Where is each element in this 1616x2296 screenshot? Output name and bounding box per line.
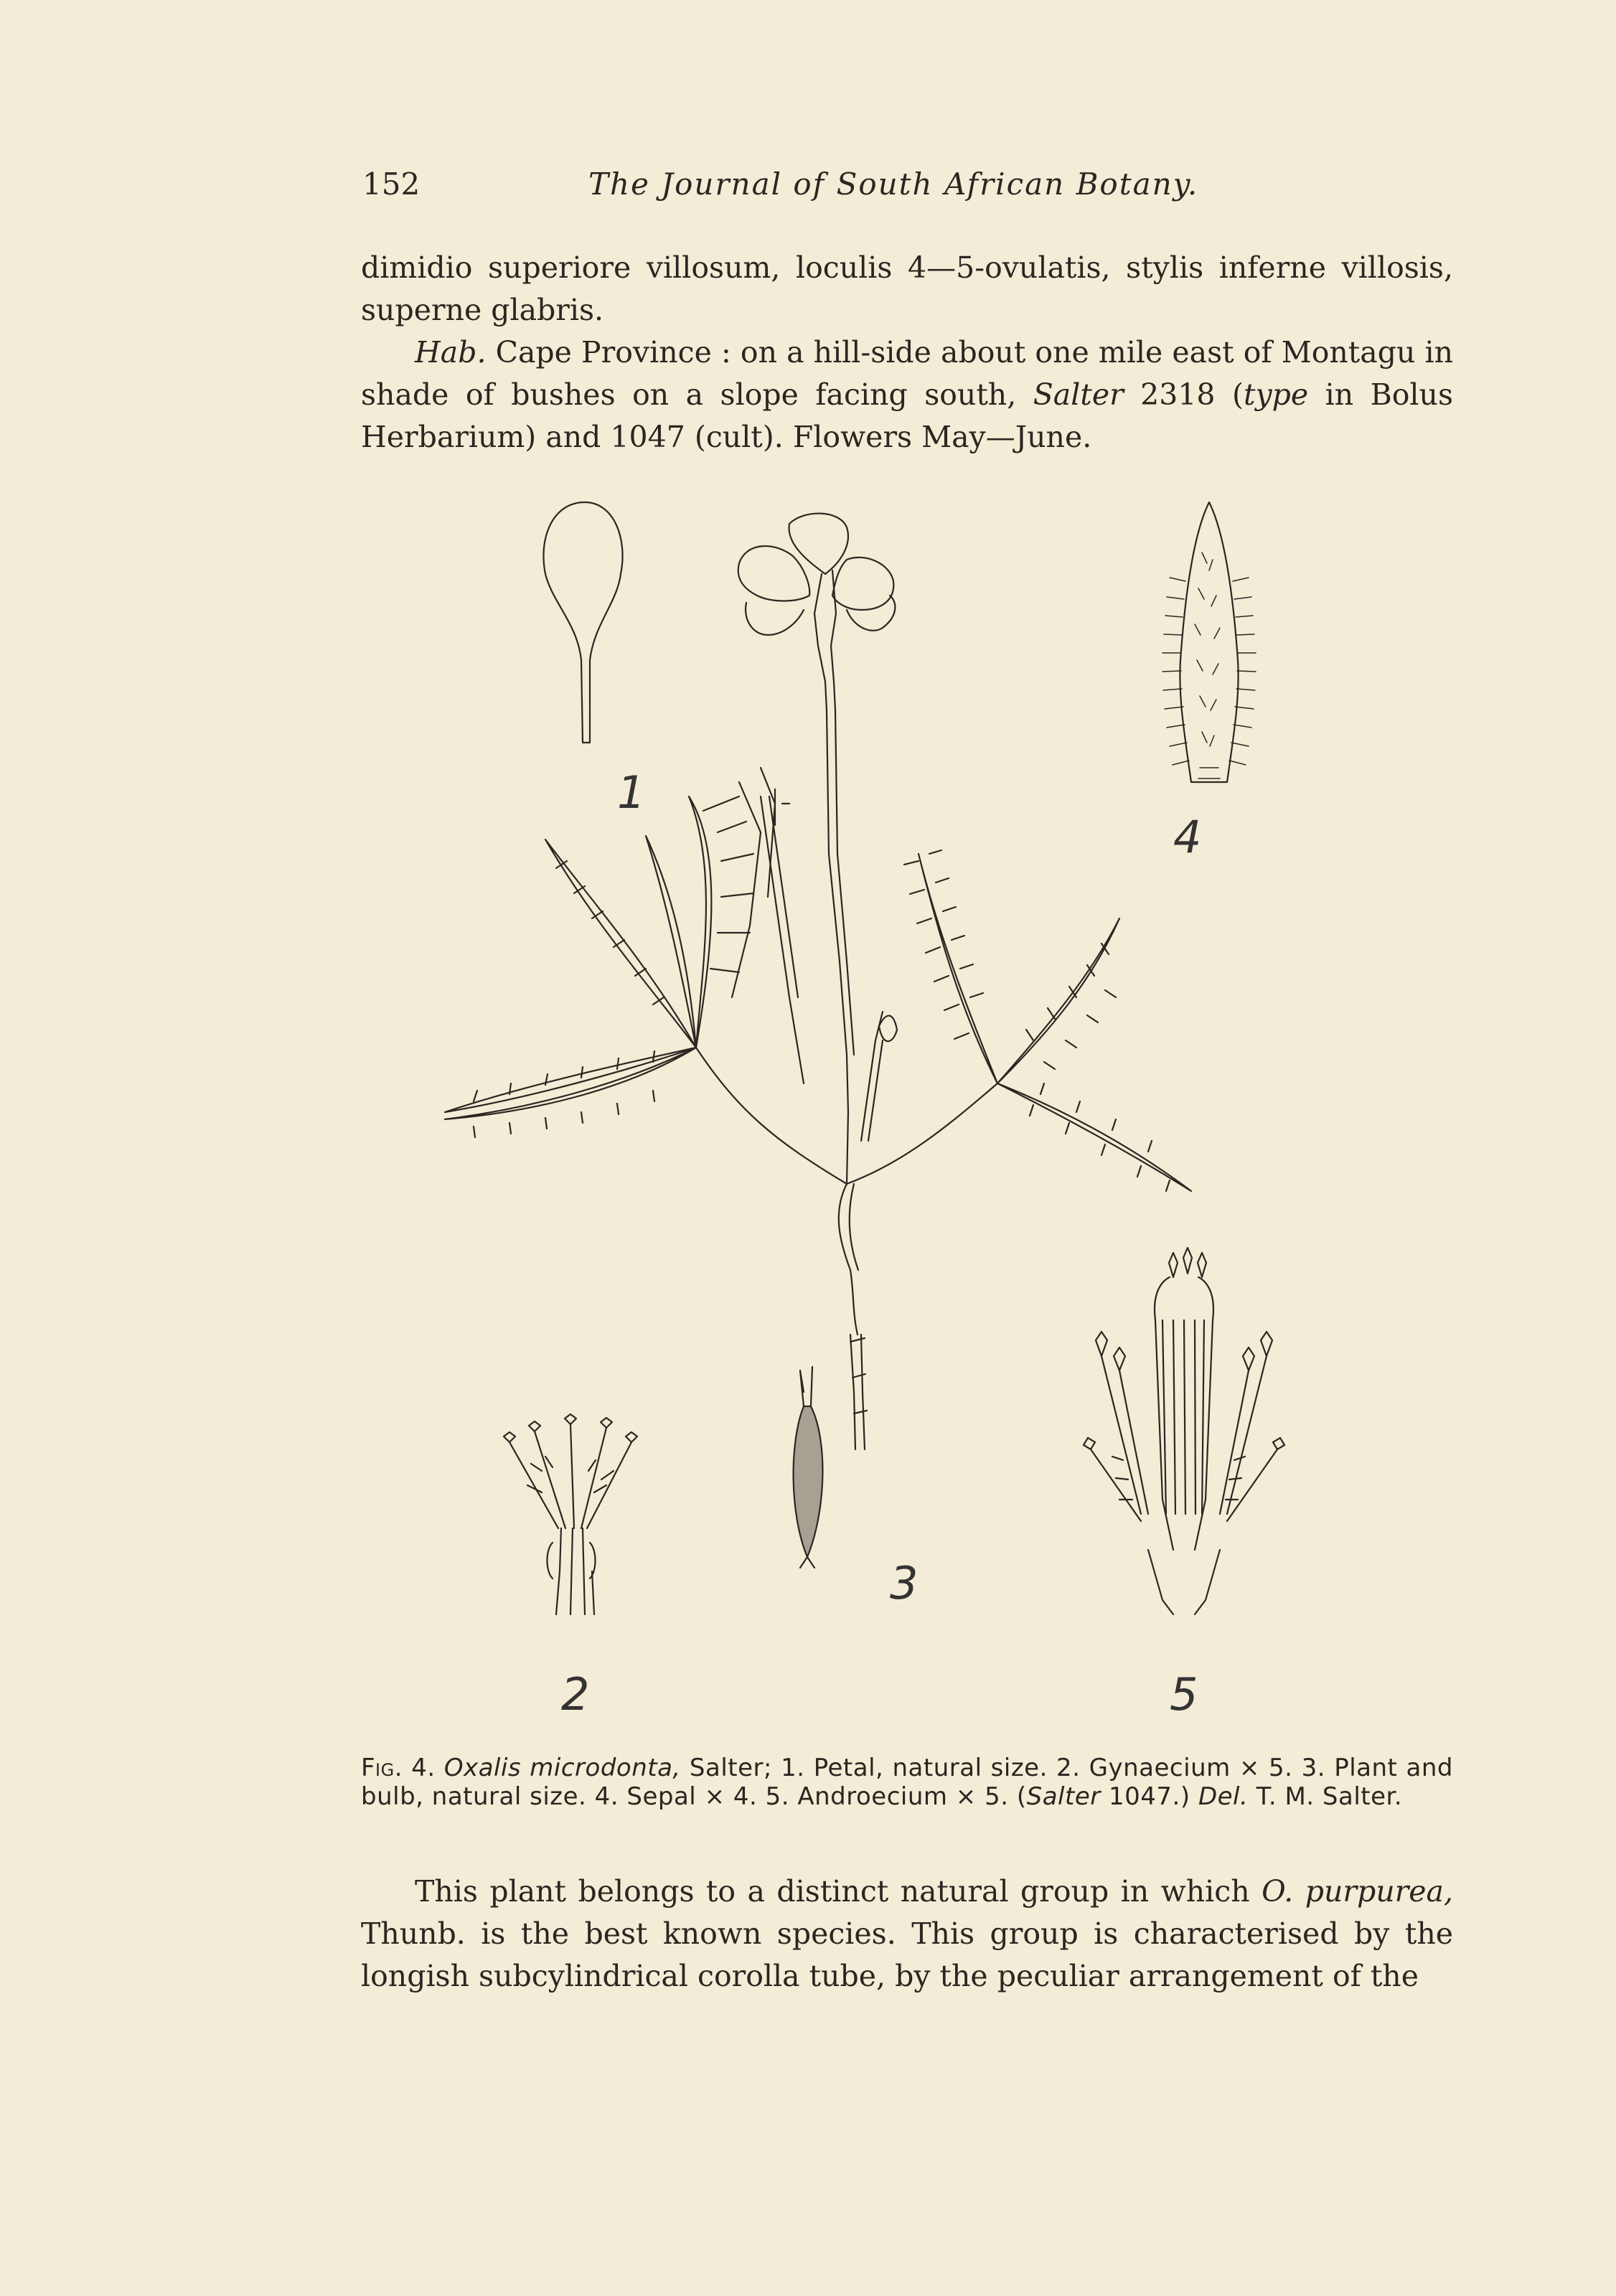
running-title: The Journal of South African Botany. xyxy=(588,166,1199,202)
gynaecium-drawing xyxy=(504,1414,637,1614)
paragraph-group-description xyxy=(361,1871,1453,1998)
figure-label-4: 4 xyxy=(1173,811,1202,863)
bulb-drawing xyxy=(794,1367,823,1568)
illustration-svg xyxy=(402,495,1421,1729)
caption-species: Oxalis microdonta, xyxy=(443,1754,681,1782)
paragraph-latin-description xyxy=(361,247,1453,458)
habitat-text-c: in Bolus Herbarium) and 1047 (cult). Flowers May—June. xyxy=(361,377,1453,454)
caption-del: Del. xyxy=(1198,1782,1249,1811)
para3-text-a: This plant belongs to a distinct natural group in which xyxy=(415,1874,1262,1909)
caption-text-a: Salter; 1. Petal, natural size. 2. Gynaecium × 5. 3. Plant and bulb, natural size. 4. Sepal × 4. 5. Androecium × 5. ( xyxy=(361,1754,1454,1811)
habitat-text-b: 2318 ( xyxy=(1123,377,1244,412)
latin-line-2: superne glabris. xyxy=(361,293,604,327)
habitat-text-a: Cape Province : on a hill-side about one mile east of Montagu in shade of bushes on a slope facing south, xyxy=(361,335,1453,412)
botanical-illustration-plate xyxy=(402,495,1421,1729)
hab-label: Hab. xyxy=(415,335,487,370)
fig-label: Fig. 4. xyxy=(361,1754,436,1782)
collector-name: Salter xyxy=(1033,377,1124,412)
running-header xyxy=(362,166,1453,210)
caption-text-b: 1047.) xyxy=(1100,1782,1198,1811)
latin-line-1: dimidio superiore villosum, loculis 4—5-ovulatis, stylis inferne villosis, xyxy=(361,250,1453,285)
sepal-drawing xyxy=(1162,502,1256,782)
habitat-paragraph xyxy=(361,331,1453,458)
caption-collector: Salter xyxy=(1026,1782,1101,1811)
figure-caption xyxy=(361,1754,1453,1811)
figure-label-5: 5 xyxy=(1170,1668,1198,1721)
para3-text-b: Thunb. is the best known species. This group is characterised by the longish subcylindrical corolla tube, by the peculiar arrangement of the xyxy=(361,1916,1453,1993)
figure-label-3: 3 xyxy=(890,1557,919,1609)
androecium-drawing xyxy=(1084,1248,1284,1614)
figure-label-1: 1 xyxy=(617,766,646,819)
figure-label-2: 2 xyxy=(561,1668,590,1721)
page-number: 152 xyxy=(362,166,421,202)
caption-text-c: T. M. Salter. xyxy=(1248,1782,1403,1811)
para3-species: O. purpurea, xyxy=(1262,1874,1453,1909)
plant-drawing xyxy=(445,514,1191,1449)
type-word: type xyxy=(1244,377,1309,412)
petal-drawing xyxy=(543,502,622,743)
